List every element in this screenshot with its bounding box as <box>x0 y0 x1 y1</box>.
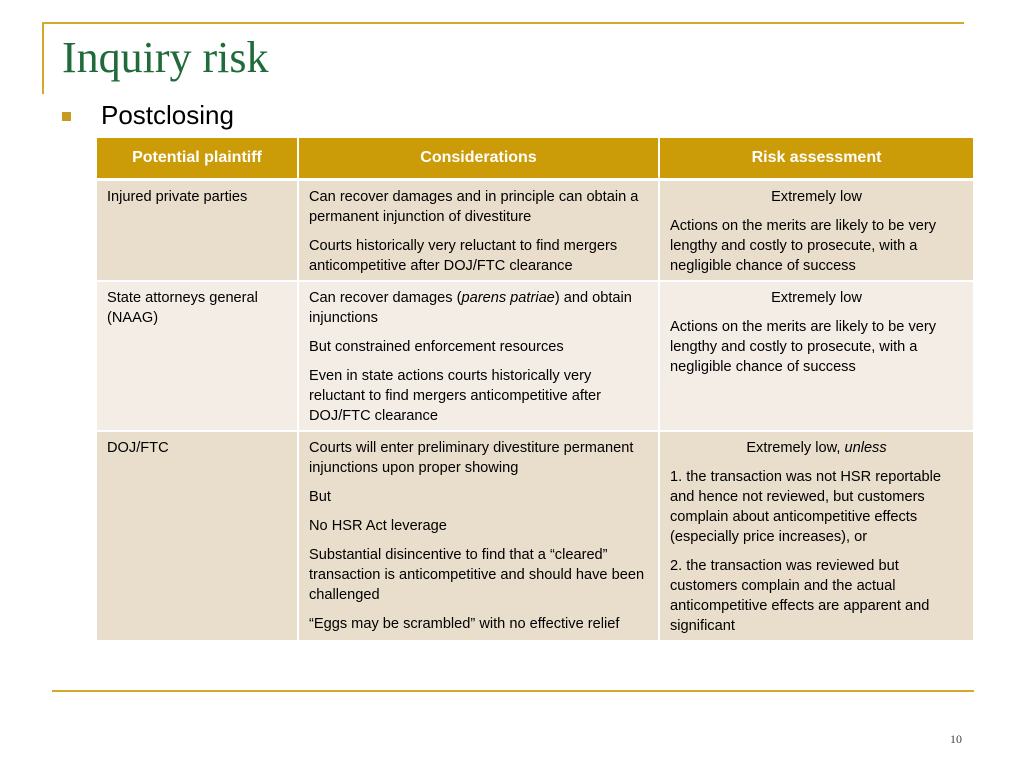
table-header-row <box>97 138 973 180</box>
bullet-item <box>62 102 234 128</box>
considerations-cell <box>298 431 659 641</box>
plaintiff-cell: State attorneys general (NAAG) <box>97 281 298 431</box>
consideration-text: Courts will enter preliminary divestiture permanent injunctions upon proper showing <box>309 440 634 476</box>
considerations-cell <box>298 180 659 282</box>
bottom-rule <box>52 690 974 692</box>
slide-title: Inquiry risk <box>62 33 269 82</box>
top-frame-rule <box>42 22 964 24</box>
risk-level <box>670 438 963 458</box>
risk-level: Extremely low <box>771 189 862 205</box>
header-risk-assessment: Risk assessment <box>659 138 973 180</box>
header-potential-plaintiff: Potential plaintiff <box>97 138 298 180</box>
plaintiff-cell: DOJ/FTC <box>97 431 298 641</box>
risk-level-italic: unless <box>844 440 887 456</box>
table-row <box>97 431 973 641</box>
risk-level-text: Extremely low, <box>746 440 845 456</box>
risk-cell <box>659 180 973 282</box>
header-considerations: Considerations <box>298 138 659 180</box>
consideration-text: Even in state actions courts historically very reluctant to find mergers anticompetitive after DOJ/FTC clearance <box>309 368 602 424</box>
consideration-text-part: Can recover damages ( <box>309 290 462 306</box>
bullet-text: Postclosing <box>101 100 234 130</box>
table-row <box>97 281 973 431</box>
consideration-text: No HSR Act leverage <box>309 518 447 534</box>
risk-detail: 2. the transaction was reviewed but customers complain and the actual anticompetitive effects are apparent and significant <box>670 558 930 634</box>
risk-level: Extremely low <box>771 290 862 306</box>
consideration-text: “Eggs may be scrambled” with no effective relief <box>309 616 620 632</box>
consideration-text: Substantial disincentive to find that a “cleared” transaction is anticompetitive and should have been challenged <box>309 547 645 603</box>
square-bullet-icon <box>62 112 71 121</box>
page-number: 10 <box>950 732 962 746</box>
risk-detail: Actions on the merits are likely to be very lengthy and costly to prosecute, with a negligible chance of success <box>670 218 937 274</box>
consideration-text: Courts historically very reluctant to find mergers anticompetitive after DOJ/FTC clearance <box>309 238 618 274</box>
risk-detail: Actions on the merits are likely to be very lengthy and costly to prosecute, with a negligible chance of success <box>670 319 937 375</box>
left-frame-rule <box>42 22 44 94</box>
plaintiff-cell: Injured private parties <box>97 180 298 282</box>
consideration-text <box>309 288 648 328</box>
risk-detail: 1. the transaction was not HSR reportable and hence not reviewed, but customers complain about anticompetitive effects (especially price increases), or <box>670 469 941 545</box>
consideration-text: But constrained enforcement resources <box>309 339 564 355</box>
risk-cell <box>659 281 973 431</box>
table-row <box>97 180 973 282</box>
consideration-text: Can recover damages and in principle can obtain a permanent injunction of divestiture <box>309 189 639 225</box>
considerations-cell <box>298 281 659 431</box>
consideration-italic-term: parens patriae <box>461 290 555 306</box>
consideration-text-part: ) and obtain injunctions <box>309 290 632 326</box>
consideration-text: But <box>309 489 331 505</box>
risk-cell <box>659 431 973 641</box>
risk-table <box>97 138 973 642</box>
